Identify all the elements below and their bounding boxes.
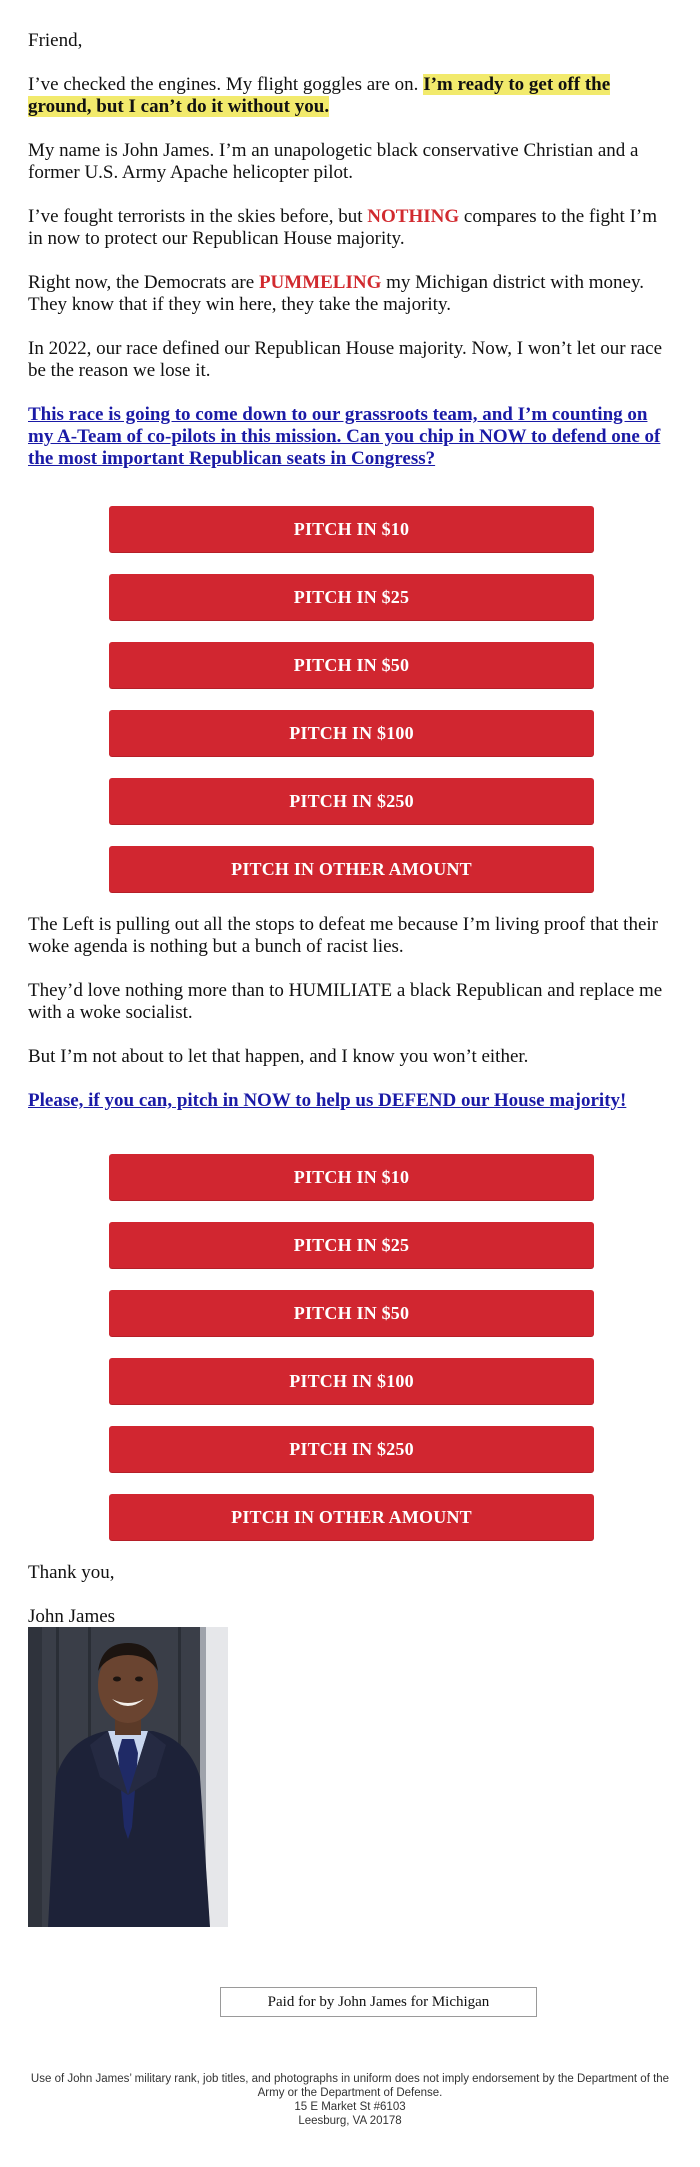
emphasis-nothing: NOTHING [367,206,460,227]
paid-for-box: Paid for by John James for Michigan [220,1987,537,2017]
portrait-illustration [28,1627,228,1927]
greeting: Friend, [28,30,83,51]
emphasis-pummeling: PUMMELING [258,272,382,293]
closing: Thank you, [28,1562,115,1583]
donate-250-button-2[interactable]: PITCH IN $250 [109,1426,594,1472]
candidate-photo [28,1627,228,1927]
donate-other-button-2[interactable]: PITCH IN OTHER AMOUNT [109,1494,594,1540]
paragraph-humiliate: They’d love nothing more than to HUMILIATE a black Republican and replace me with a woke socialist. [28,980,663,1023]
paragraph-2022: In 2022, our race defined our Republican House majority. Now, I won’t let our race be the reason we lose it. [28,338,663,381]
cta-paragraph-2 [28,1090,672,1112]
donate-50-button[interactable]: PITCH IN $50 [109,642,594,688]
paragraph-not-happen: But I’m not about to let that happen, and I know you won’t either. [28,1046,529,1067]
donate-10-button[interactable]: PITCH IN $10 [109,506,594,552]
address-line-1: 15 E Market St #6103 [294,2101,406,2113]
donate-25-button[interactable]: PITCH IN $25 [109,574,594,620]
address-line-2: Leesburg, VA 20178 [298,2115,402,2127]
donate-50-button-2[interactable]: PITCH IN $50 [109,1290,594,1336]
paragraph-bio: My name is John James. I’m an unapologetic black conservative Christian and a former U.S. Army Apache helicopter pilot. [28,140,639,183]
paragraph-intro [28,74,672,118]
donate-100-button-2[interactable]: PITCH IN $100 [109,1358,594,1404]
disclaimer-text: Use of John James’ military rank, job titles, and photographs in uniform does not imply endorsement by the Department of the Army or the Department of Defense. [30,2073,670,2099]
legal-disclaimer [28,2072,672,2128]
donate-other-button[interactable]: PITCH IN OTHER AMOUNT [109,846,594,892]
cta-link-2[interactable]: Please, if you can, pitch in NOW to help us DEFEND our House majority! [28,1090,627,1111]
donate-10-button-2[interactable]: PITCH IN $10 [109,1154,594,1200]
paragraph-fight: I’ve fought terrorists in the skies before, but NOTHING compares to the fight I’m in now to protect our Republican House majority. [28,206,657,249]
cta-paragraph-1 [28,404,672,470]
donate-250-button[interactable]: PITCH IN $250 [109,778,594,824]
intro-text: I’ve checked the engines. My flight goggles are on. [28,74,424,95]
paragraph-left: The Left is pulling out all the stops to defeat me because I’m living proof that their woke agenda is nothing but a bunch of racist lies. [28,914,658,957]
signature: John James [28,1606,116,1627]
donate-25-button-2[interactable]: PITCH IN $25 [109,1222,594,1268]
cta-link-1[interactable]: This race is going to come down to our grassroots team, and I’m counting on my A-Team of co-pilots in this mission. Can you chip in NOW to defend one of the most important Republican seats in Congress? [28,404,661,469]
highlighted-text: I’m ready to get off the ground, but I can’t do it without you. [28,74,611,117]
paragraph-democrats: Right now, the Democrats are PUMMELING my Michigan district with money. They know that if they win here, they take the majority. [28,272,644,315]
donate-100-button[interactable]: PITCH IN $100 [109,710,594,756]
